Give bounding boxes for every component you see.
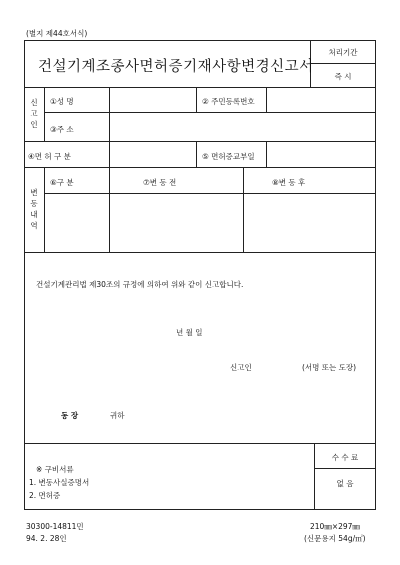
rule-name-bottom	[44, 112, 376, 113]
license-issue-label: ⑤ 면허증교부일	[202, 152, 255, 161]
form-frame	[24, 40, 376, 510]
rule-fee-mid	[314, 468, 376, 469]
change-col3-label: ⑧변 동 후	[272, 178, 306, 187]
name-label: ①성 명	[50, 97, 74, 106]
change-col1-label: ⑥구 분	[50, 178, 74, 187]
rule-processing-mid	[310, 63, 376, 64]
fee-label: 수 수 료	[331, 453, 359, 462]
footer-paper: (신문용지 54g/㎡)	[304, 534, 366, 543]
rule-license-bottom	[24, 167, 376, 168]
footer-code: 30300-14811민	[26, 522, 84, 531]
declaration-text: 건설기계관리법 제30조의 규정에 의하여 위와 같이 신고합니다.	[36, 280, 244, 289]
form-title: 건설기계조종사면허증기재사항변경신고서	[38, 59, 314, 75]
rule-change-header-bottom	[44, 193, 376, 194]
form-number: (별지 제44호서식)	[26, 29, 88, 38]
rule-resident-value-left	[266, 87, 267, 112]
address-label: ③주 소	[50, 125, 74, 134]
rule-issue-left	[196, 141, 197, 167]
license-type-label: ④면 허 구 분	[28, 152, 71, 161]
rule-address-bottom	[24, 141, 376, 142]
rule-resident-left	[196, 87, 197, 112]
change-group-label: 변동내역	[30, 188, 38, 230]
rule-license-value-left	[109, 141, 110, 167]
rule-title-bottom	[24, 87, 376, 88]
recipient-name: 동 장	[61, 411, 79, 420]
signer-sign: (서명 또는 도장)	[302, 363, 357, 372]
rule-change-bottom	[24, 252, 376, 253]
processing-label: 처리기간	[328, 48, 358, 57]
docs-title: ※ 구비서류	[36, 465, 74, 474]
rule-declaration-bottom	[24, 443, 376, 444]
change-col2-label: ⑦변 동 전	[143, 178, 177, 187]
applicant-group-label: 신고인	[30, 98, 38, 129]
rule-change-col3	[243, 167, 244, 252]
recipient-suffix: 귀하	[110, 411, 125, 420]
signer-label: 신고인	[230, 363, 252, 372]
docs-item: 1. 변동사실증명서	[29, 478, 90, 487]
date-line: 년 월 일	[176, 328, 203, 337]
rule-applicant-group	[44, 87, 45, 141]
processing-value: 즉 시	[334, 72, 352, 81]
rule-name-value-left	[109, 87, 110, 141]
fee-value: 없 음	[336, 479, 354, 488]
rule-change-col2	[109, 167, 110, 252]
rule-change-group	[44, 167, 45, 252]
footer-date: 94. 2. 28인	[26, 534, 67, 543]
resident-no-label: ② 주민등록번호	[202, 97, 255, 106]
footer-size: 210㎜×297㎜	[310, 522, 360, 531]
docs-item: 2. 면허증	[29, 491, 61, 500]
rule-issue-value-left	[266, 141, 267, 167]
